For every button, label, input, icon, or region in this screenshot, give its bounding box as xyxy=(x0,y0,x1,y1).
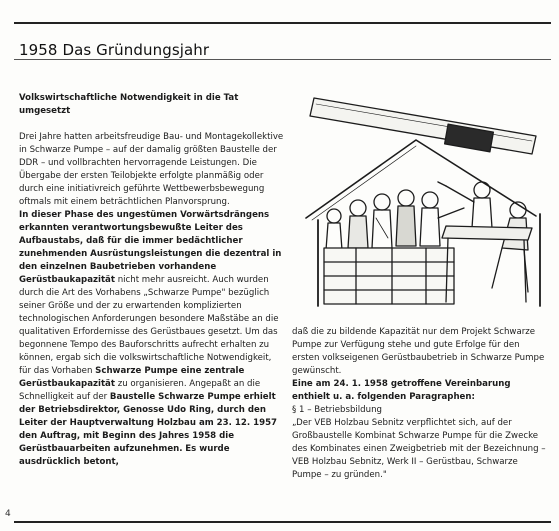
left-text-column xyxy=(19,92,284,469)
paragraph-2-bold: In dieser Phase des ungestümen Vorwärtsdrängens erkannten verantwortungsbewußte Leiter des Aufbaustabs, daß für die immer bedächtlicher zunehmenden Ausrüstungsleistungen die dezentral in den einzelnen Baubetrieben vorhandene Gerüstbaukapazität xyxy=(19,210,282,285)
top-rule xyxy=(14,22,551,24)
cartoon-illustration xyxy=(296,78,548,310)
chapter-title: 1958 Das Gründungsjahr xyxy=(19,41,210,60)
page-number: 4 xyxy=(5,509,11,519)
right-paragraph-1: daß die zu bildende Kapazität nur dem Projekt Schwarze Pumpe zur Verfügung stehe und gute Erfolge für den ersten volkseigenen Gerüstbaubetrieb in Schwarze Pumpe gewünscht. xyxy=(292,327,545,376)
right-text-column xyxy=(292,326,547,482)
paragraph-2-end: Es wurde ausdrücklich betont, xyxy=(19,444,230,467)
paragraph-2-text-2: zu organisieren. Angepaßt an die Schnelligkeit auf der xyxy=(19,379,261,402)
workers-left xyxy=(326,190,464,250)
roof-frame xyxy=(306,140,536,218)
paragraph-2 xyxy=(19,209,284,469)
slanted-plank xyxy=(310,98,536,154)
bottom-rule xyxy=(14,521,551,523)
paragraph-1: Drei Jahre hatten arbeitsfreudige Bau- und Montagekollektive in Schwarze Pumpe – auf der damalig größten Baustelle der DDR – und vollbrachten hervorragende Leistungen. Die Übergabe der ersten Teilobjekte erfolgte planmäßig oder durch eine initiativreich geführte Wettbewerbsbewegung oftmals mit einem beträchtlichen Planvorsprung. xyxy=(19,132,284,207)
paragraph-2-bold-2: Schwarze Pumpe eine zentrale Gerüstbaukapazität xyxy=(19,366,245,389)
right-paragraph-3: § 1 – Betriebsbildung xyxy=(292,405,382,415)
table xyxy=(442,226,532,302)
paragraph-2-bold-3: Baustelle Schwarze Pumpe erhielt der Betriebsdirektor, Genosse Udo Ring, durch den Leiter der Hauptverwaltung Holzbau am 23. 12. 1957 den Auftrag, mit Beginn des Jahres 1958 die Gerüstbauarbeiten aufzunehmen. xyxy=(19,392,278,454)
section-heading: Volkswirtschaftliche Notwendigkeit in die Tat umgesetzt xyxy=(19,93,239,116)
seated-figure xyxy=(492,202,528,292)
plank-wall xyxy=(324,248,454,304)
title-underline xyxy=(14,59,551,60)
right-paragraph-4: „Der VEB Holzbau Sebnitz verpflichtet sich, auf der Großbaustelle Kombinat Schwarze Pumpe für die Zwecke des Kombinates einen Zweigbetrieb mit der Bezeichnung – VEB Holzbau Sebnitz, Werk II – Gerüstbau, Schwarze Pumpe – zu gründen." xyxy=(292,418,546,480)
paragraph-2-text: nicht mehr ausreicht. Auch wurden durch die Art des Vorhabens „Schwarze Pumpe" bezüglich seiner Größe und der zu erwartenden komplizierten technologischen Anforderungen besondere Maßstäbe an die qualitativen Erfordernisse des Gerüstbaues gesetzt. Um das begonnene Tempo des Bauforschritts aufrecht erhalten zu können, ergab sich die volkswirtschaftliche Notwendigkeit, für das Vorhaben xyxy=(19,275,279,376)
right-paragraph-2: Eine am 24. 1. 1958 getroffene Vereinbarung enthielt u. a. folgenden Paragraphen: xyxy=(292,379,511,402)
pointing-figure xyxy=(438,182,492,228)
